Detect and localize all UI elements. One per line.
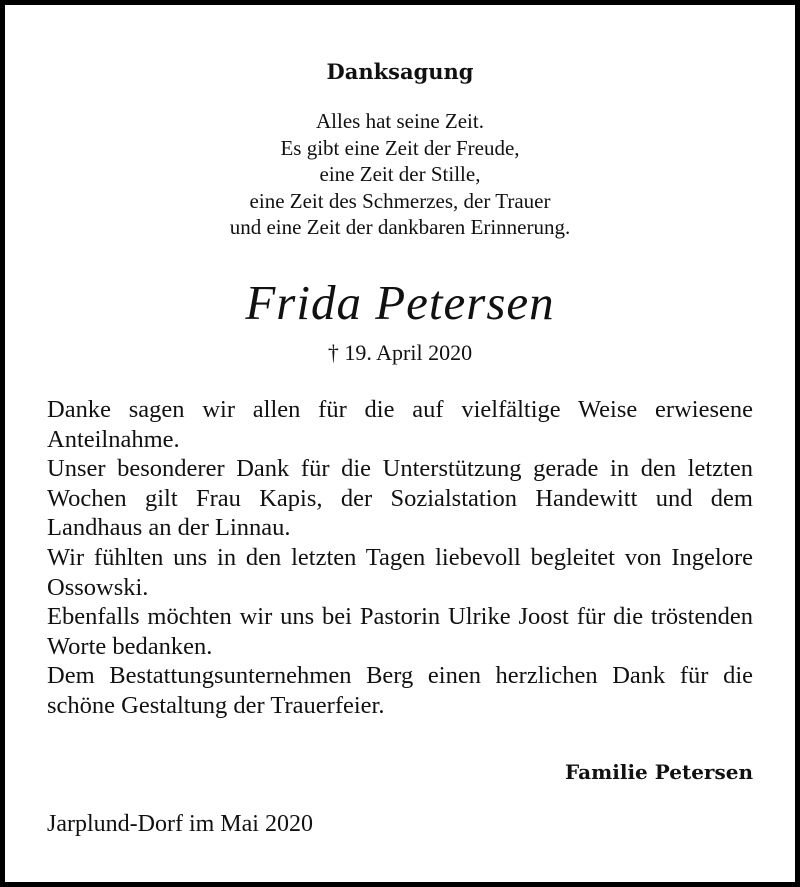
thanks-text xyxy=(47,395,753,721)
signature: Familie Petersen xyxy=(565,760,753,784)
poem xyxy=(5,108,795,241)
heading: Danksagung xyxy=(326,59,474,84)
thanks-paragraph: Danke sagen wir allen für die auf vielfältige Weise erwiesene Anteilnahme. xyxy=(47,396,753,453)
deceased-name: Frida Petersen xyxy=(245,275,555,330)
place-date: Jarplund-Dorf im Mai 2020 xyxy=(47,811,313,837)
thanks-paragraph: Dem Bestattungsunternehmen Berg einen herzlichen Dank für die schöne Gestaltung der Trauerfeier. xyxy=(47,662,753,719)
poem-line: Es gibt eine Zeit der Freude, xyxy=(280,135,520,160)
thanks-paragraph: Wir fühlten uns in den letzten Tagen liebevoll begleitet von Ingelore Ossowski. xyxy=(47,543,753,601)
poem-line: und eine Zeit der dankbaren Erinnerung. xyxy=(229,215,571,239)
death-date: † 19. April 2020 xyxy=(327,340,473,365)
thanks-paragraph: Unser besonderer Dank für die Unterstützung gerade in den letzten Wochen gilt Frau Kapis, der Sozialstation Handewitt und dem Landhaus an der Linnau. xyxy=(47,455,753,542)
poem-line: eine Zeit des Schmerzes, der Trauer xyxy=(249,188,551,213)
poem-line: Alles hat seine Zeit. xyxy=(316,109,484,133)
poem-line: eine Zeit der Stille, xyxy=(319,162,481,186)
thanks-paragraph: Ebenfalls möchten wir uns bei Pastorin Ulrike Joost für die tröstenden Worte bedanken. xyxy=(47,603,753,660)
